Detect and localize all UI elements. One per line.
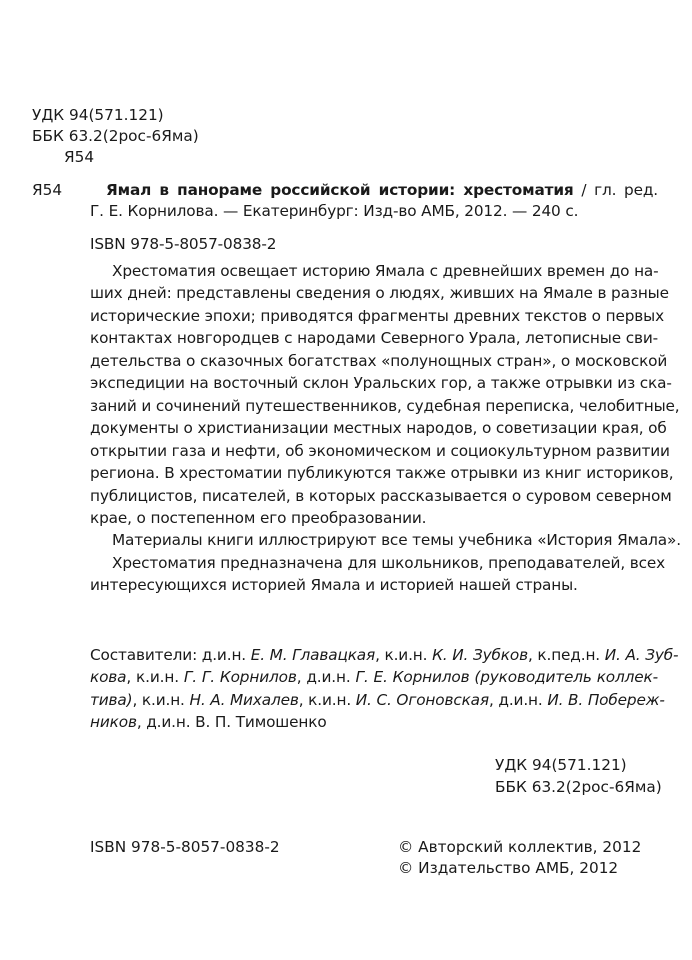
compiler-name: Г. Г. Корнилов	[183, 668, 297, 686]
compiler-name: ников	[90, 713, 137, 731]
compiler-name: К. И. Зубков	[432, 646, 528, 664]
isbn-bottom: ISBN 978-5-8057-0838-2	[90, 838, 280, 856]
compiler-degree: , к.и.н.	[132, 691, 190, 709]
annotation-line: открытии газа и нефти, об экономическом и социокультурном развитии	[90, 442, 670, 460]
annotation-line: документы о христианизации местных народов, о советизации края, об	[90, 419, 667, 437]
compiler-name: Г. Е. Корнилов (руководитель коллек-	[355, 668, 658, 686]
annotation-line: региона. В хрестоматии публикуются также отрывки из книг историков,	[90, 464, 674, 482]
annotation-line: контактах новгородцев с народами Северного Урала, летописные сви-	[90, 329, 658, 347]
copyright-publisher: © Издательство АМБ, 2012	[398, 859, 619, 877]
compiler-name: тива)	[90, 691, 133, 709]
compiler-name: И. В. Побереж-	[547, 691, 665, 709]
compilers-line	[90, 691, 665, 709]
compiler-name: кова	[90, 668, 127, 686]
annotation-line: публицистов, писателей, в которых рассказывается о суровом северном	[90, 487, 672, 505]
title-editor-label: / гл. ред.	[573, 181, 658, 199]
compiler-name: И. С. Огоновская	[355, 691, 489, 709]
annotation-line: детельства о сказочных богатствах «полунощных стран», о московской	[90, 352, 668, 370]
bibliographic-imprint: Г. Е. Корнилова. — Екатеринбург: Изд-во АМБ, 2012. — 240 с.	[90, 202, 579, 220]
compiler-degree: , к.и.н.	[298, 691, 356, 709]
isbn-top: ISBN 978-5-8057-0838-2	[90, 235, 277, 253]
copyright-authors: © Авторский коллектив, 2012	[398, 838, 642, 856]
annotation-line: крае, о постепенном его преобразовании.	[90, 509, 427, 527]
compiler-degree: , к.и.н.	[126, 668, 184, 686]
compiler-degree: , д.и.н.	[488, 691, 548, 709]
book-title: Ямал в панораме российской истории: хрестоматия	[106, 181, 574, 199]
udk-code-bottom: УДК 94(571.121)	[495, 756, 627, 774]
udk-code-top: УДК 94(571.121)	[32, 106, 164, 124]
annotation-line: исторические эпохи; приводятся фрагменты древних текстов о первых	[90, 307, 664, 325]
compiler-name: Н. А. Михалев	[189, 691, 299, 709]
annotation-line: экспедиции на восточный склон Уральских гор, а также отрывки из ска-	[90, 374, 672, 392]
annotation-line: ших дней: представлены сведения о людях, живших на Ямале в разные	[90, 284, 669, 302]
compiler-name: Е. М. Главацкая	[250, 646, 376, 664]
compiler-name: И. А. Зуб-	[604, 646, 679, 664]
bbk-code-top: ББК 63.2(2рос-6Яма)	[32, 127, 199, 145]
author-mark-side: Я54	[32, 181, 63, 199]
compilers-line	[90, 668, 658, 686]
compiler-degree: , к.и.н.	[375, 646, 433, 664]
annotation-line: Хрестоматия освещает историю Ямала с древнейших времен до на-	[112, 262, 659, 280]
author-mark-top: Я54	[64, 148, 95, 166]
compilers-line	[90, 646, 679, 664]
compiler-degree: , к.пед.н.	[527, 646, 605, 664]
annotation-line: заний и сочинений путешественников, судебная переписка, челобитные,	[90, 397, 680, 415]
annotation-line: Материалы книги иллюстрируют все темы учебника «История Ямала».	[112, 531, 681, 549]
bbk-code-bottom: ББК 63.2(2рос-6Яма)	[495, 778, 662, 796]
compilers-line	[90, 713, 327, 731]
compilers-label: Составители: д.и.н.	[90, 646, 251, 664]
annotation-line: Хрестоматия предназначена для школьников, преподавателей, всех	[112, 554, 666, 572]
compiler-degree: , д.и.н.	[296, 668, 356, 686]
annotation-line: интересующихся историей Ямала и историей нашей страны.	[90, 576, 578, 594]
compiler-degree: , д.и.н. В. П. Тимошенко	[136, 713, 327, 731]
